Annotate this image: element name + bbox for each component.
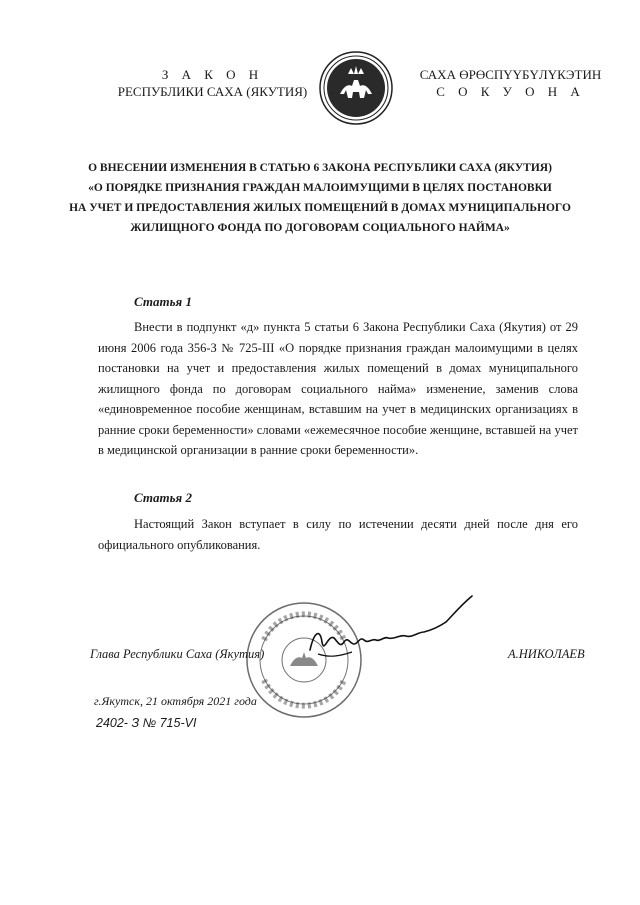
republic-emblem-icon [318, 50, 394, 126]
law-title [60, 158, 580, 238]
handwritten-signature-icon [300, 592, 490, 672]
header-left-line2: РЕСПУБЛИКИ САХА (ЯКУТИЯ) [117, 84, 308, 99]
signing-date-place: г.Якутск, 21 октября 2021 года [94, 694, 257, 708]
law-title-line3: НА УЧЕТ И ПРЕДОСТАВЛЕНИЯ ЖИЛЫХ ПОМЕЩЕНИЙ В ДОМАХ МУНИЦИПАЛЬНОГО [69, 202, 571, 214]
law-number: 2402- З № 715-VI [96, 716, 197, 730]
article1-text: Внести в подпункт «д» пункта 5 статьи 6 Закона Республики Саха (Якутия) от 29 июня 2006 года 356-З № 725-III «О порядке признания граждан малоимущими в целях постановки на учет и предоставления жилых помещений в домах муниципального жилищного фонда по договорам социального найма» изменение, заменив слова «единовременное пособие женщинам, вставшим на учет в медицинских организациях в ранние сроки беременности» словами «ежемесячное пособие женщине, вставшей на учет в медицинской организации в ранние сроки беременности». [98, 320, 578, 457]
signatory-name: А.НИКОЛАЕВ [508, 647, 585, 661]
header-left [110, 66, 315, 100]
signatory-role: Глава Республики Саха (Якутия) [90, 647, 265, 661]
article1-heading: Статья 1 [134, 294, 192, 309]
law-title-line4: ЖИЛИЩНОГО ФОНДА ПО ДОГОВОРАМ СОЦИАЛЬНОГО НАЙМА» [130, 222, 510, 234]
article2-text: Настоящий Закон вступает в силу по истечении десяти дней после дня его официального опубликования. [98, 517, 578, 552]
law-title-line2: «О ПОРЯДКЕ ПРИЗНАНИЯ ГРАЖДАН МАЛОИМУЩИМИ В ЦЕЛЯХ ПОСТАНОВКИ [88, 182, 552, 194]
header-right-line2: С О К У О Н А [436, 84, 585, 99]
header-left-line1: З А К О Н [161, 67, 264, 82]
law-title-line1: О ВНЕСЕНИИ ИЗМЕНЕНИЯ В СТАТЬЮ 6 ЗАКОНА РЕСПУБЛИКИ САХА (ЯКУТИЯ) [88, 162, 552, 174]
header-right-line1: САХА ӨРӨСПYYБYЛYКЭТИН [419, 67, 602, 82]
article2-heading: Статья 2 [134, 490, 192, 505]
header-right [408, 66, 613, 100]
